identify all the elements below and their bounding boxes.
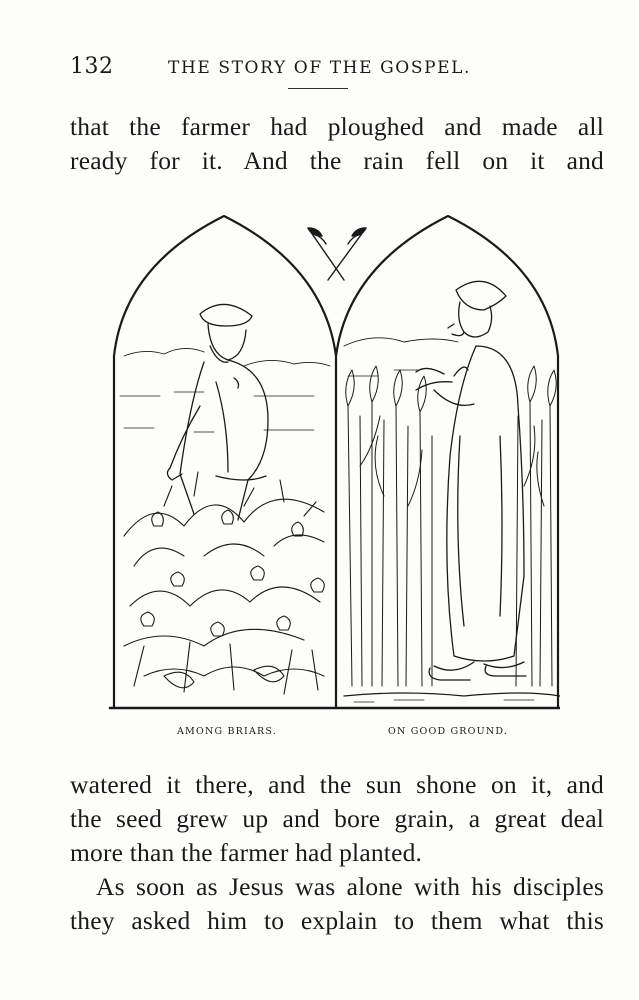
paragraph-bottom bbox=[70, 768, 604, 938]
briar-bushes bbox=[124, 472, 324, 694]
running-head bbox=[70, 54, 602, 84]
paragraph-top bbox=[70, 110, 604, 178]
caption-among-briars: AMONG BRIARS. bbox=[177, 726, 277, 737]
text-line: more than the farmer had planted. bbox=[70, 838, 423, 867]
crossed-wheat-ornament bbox=[308, 228, 366, 280]
right-panel-good-ground bbox=[344, 281, 560, 702]
illustration-captions bbox=[100, 726, 560, 742]
caption-on-good-ground: ON GOOD GROUND. bbox=[388, 726, 509, 737]
farmer-figure-left bbox=[167, 304, 268, 520]
header-rule bbox=[288, 88, 348, 89]
text-line: As soon as Jesus was alone with his disciples bbox=[96, 872, 604, 901]
text-line: they asked him to explain to them what this bbox=[70, 906, 604, 935]
page-number: 132 bbox=[70, 54, 114, 79]
text-line: ready for it. And the rain fell on it and bbox=[70, 146, 604, 175]
left-panel-among-briars bbox=[120, 304, 330, 694]
illustration-parable-of-sower bbox=[104, 206, 560, 716]
text-line: the seed grew up and bore grain, a great deal bbox=[70, 804, 604, 833]
running-title: THE STORY OF THE GOSPEL. bbox=[168, 58, 472, 78]
text-line: watered it there, and the sun shone on it, and bbox=[70, 770, 604, 799]
text-line: that the farmer had ploughed and made all bbox=[70, 112, 604, 141]
